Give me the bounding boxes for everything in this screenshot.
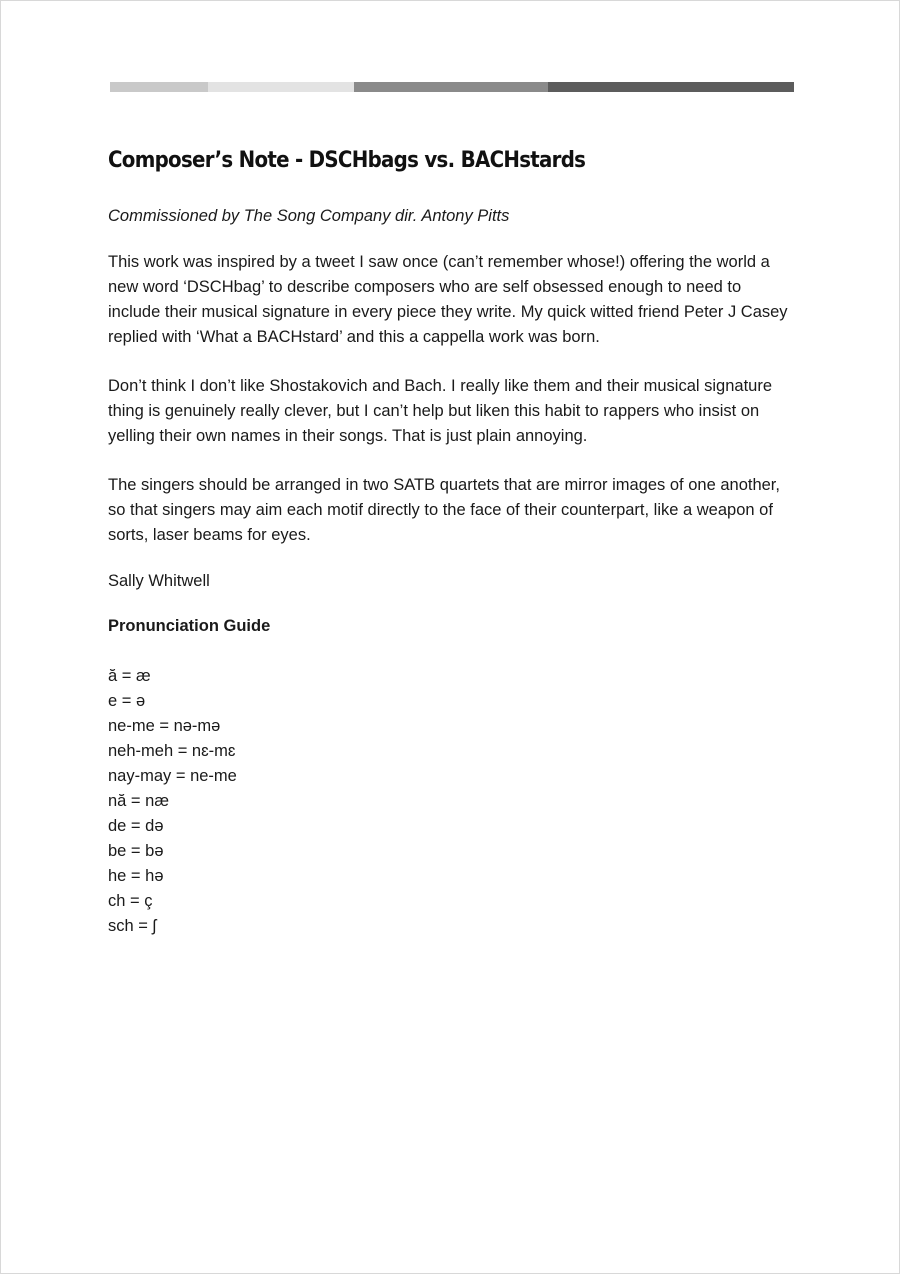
pronunciation-entry: ne-me = nə-mə	[108, 717, 221, 735]
header-bar-segment	[208, 82, 354, 92]
pronunciation-guide-heading: Pronunciation Guide	[108, 617, 271, 635]
pronunciation-entry: ă = æ	[108, 667, 151, 685]
pronunciation-entry: nay-may = ne-me	[108, 767, 237, 785]
pronunciation-entry: sch = ʃ	[108, 917, 157, 935]
paragraph-opinion: Don’t think I don’t like Shostakovich and Bach. I really like them and their musical signature thing is genuinely really clever, but I can’t help but liken this habit to rappers who insist on yelling their own names in their songs. That is just plain annoying.	[108, 377, 773, 445]
header-bar-segment	[110, 82, 208, 92]
commission-line: Commissioned by The Song Company dir. Antony Pitts	[108, 207, 510, 225]
pronunciation-entry: he = hə	[108, 867, 164, 885]
header-bar-segment	[548, 82, 794, 92]
pronunciation-entry: ch = ç	[108, 892, 153, 910]
page-title: Composer’s Note - DSCHbags vs. BACHstards	[108, 148, 586, 173]
pronunciation-entry: nă = næ	[108, 792, 170, 810]
author-signature: Sally Whitwell	[108, 572, 210, 590]
pronunciation-entry: de = də	[108, 817, 164, 835]
header-color-bar	[110, 82, 794, 92]
header-bar-segment	[354, 82, 548, 92]
paragraph-arrangement: The singers should be arranged in two SATB quartets that are mirror images of one another, so that singers may aim each motif directly to the face of their counterpart, like a weapon of sorts, laser beams for eyes.	[108, 476, 780, 544]
paragraph-inspiration: This work was inspired by a tweet I saw once (can’t remember whose!) offering the world a new word ‘DSCHbag’ to describe composers who are self obsessed enough to need to include their musical signature in every piece they write. My quick witted friend Peter J Casey replied with ‘What a BACHstard’ and this a cappella work was born.	[108, 253, 788, 346]
document-body	[108, 148, 798, 939]
pronunciation-entry: e = ə	[108, 692, 146, 710]
pronunciation-entry: be = bə	[108, 842, 164, 860]
pronunciation-entry: neh-meh = nɛ-mɛ	[108, 742, 236, 760]
pronunciation-guide-list	[108, 664, 798, 939]
